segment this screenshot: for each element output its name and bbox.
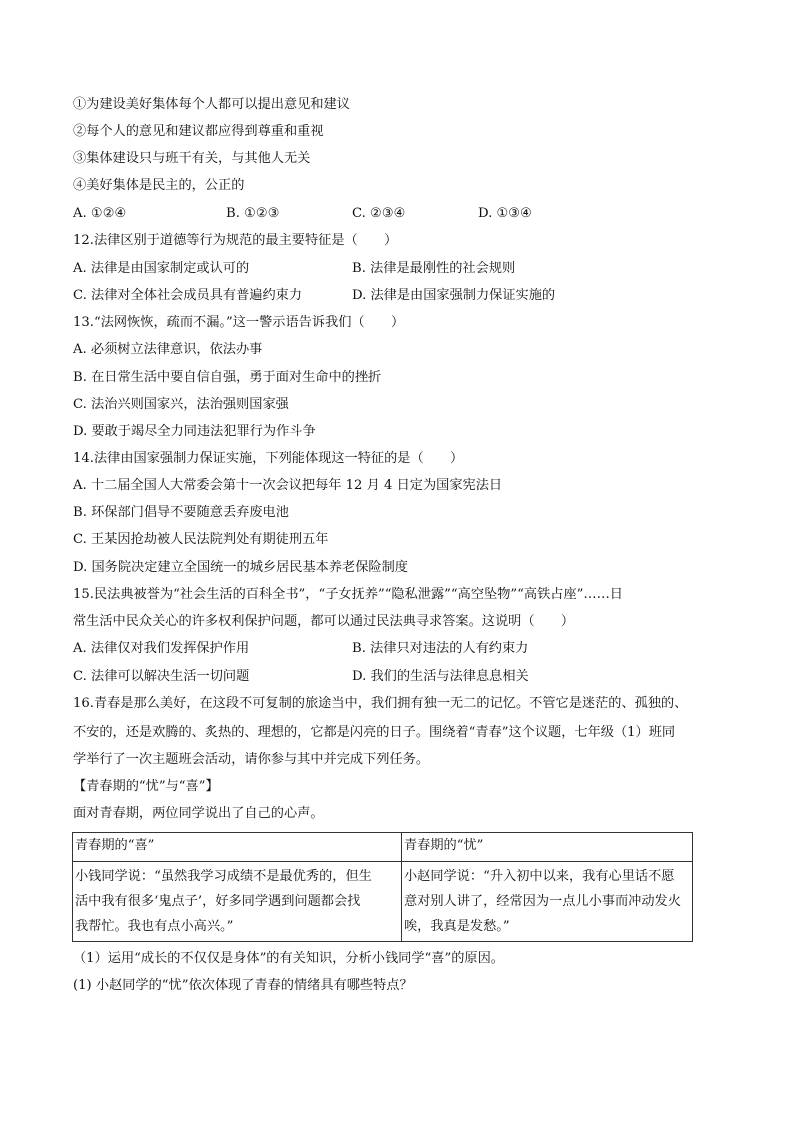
q11-option-c: C. ②③④	[352, 206, 406, 221]
xiaoqian-line-3: 我帮忙。我也有点小高兴。”	[75, 919, 234, 934]
q11-item-4: ④美好集体是民主的，公正的	[73, 178, 245, 193]
q15-stem-line-1: 15.民法典被誉为“社会生活的百科全书”，“子女抚养”“隐私泄露”“高空坠物”“高铁占座”……日	[73, 587, 623, 602]
q12-option-c: C. 法律对全体社会成员具有普遍约束力	[73, 288, 303, 303]
xiaoqian-line-2: 活中我有很多‘鬼点子’，好多同学遇到问题都会找	[75, 894, 361, 909]
q11-item-3: ③集体建设只与班干有关，与其他人无关	[73, 151, 311, 166]
q16-paragraph-line-3: 学举行了一次主题班会活动，请你参与其中并完成下列任务。	[73, 752, 430, 767]
youth-voices-table	[72, 832, 693, 942]
q12-stem: 12.法律区别于道德等行为规范的最主要特征是（ ）	[73, 233, 398, 248]
q14-option-a: A. 十二届全国人大常委会第十一次会议把每年 12 月 4 日定为国家宪法日	[73, 478, 503, 493]
q14-stem: 14.法律由国家强制力保证实施，下列能体现这一特征的是（ ）	[73, 451, 464, 466]
q15-stem-line-2: 常生活中民众关心的许多权利保护问题，都可以通过民法典寻求答案。这说明（ ）	[73, 614, 575, 629]
q16-paragraph-line-2: 不安的，还是欢腾的、炙热的、理想的，它都是闪亮的日子。围绕着“青春”这个议题，七年级（1）班同	[73, 725, 676, 740]
q12-option-d: D. 法律是由国家强制力保证实施的	[352, 288, 556, 303]
q14-option-c: C. 王某因抢劫被人民法院判处有期徒刑五年	[73, 532, 329, 547]
q13-option-a: A. 必须树立法律意识，依法办事	[73, 342, 263, 357]
q15-option-d: D. 我们的生活与法律息息相关	[352, 669, 529, 684]
q11-option-d: D. ①③④	[478, 206, 532, 221]
table-header-row	[73, 833, 693, 862]
xiaozhao-line-1: 小赵同学说：“升入初中以来，我有心里话不愿	[404, 869, 675, 884]
q16-paragraph-line-1: 16.青春是那么美好，在这段不可复制的旅途当中，我们拥有独一无二的记忆。不管它是迷茫的、孤独的、	[73, 696, 688, 711]
q16-sub-question-1: （1）运用“成长的不仅仅是身体”的有关知识，分析小钱同学“喜”的原因。	[73, 951, 504, 966]
q12-option-b: B. 法律是最刚性的社会规则	[352, 261, 516, 276]
q13-option-b: B. 在日常生活中要自信自强，勇于面对生命中的挫折	[73, 370, 382, 385]
q13-stem: 13.“法网恢恢，疏而不漏。”这一警示语告诉我们（ ）	[73, 315, 405, 330]
table-header-joy: 青春期的“喜”	[73, 833, 402, 862]
xiaozhao-line-2: 意对别人讲了，经常因为一点儿小事而冲动发火	[404, 894, 681, 909]
table-row	[73, 862, 693, 942]
q16-sub-question-2: (1) 小赵同学的“忧”依次体现了青春的情绪具有哪些特点？	[73, 978, 413, 993]
q11-option-b: B. ①②③	[226, 206, 280, 221]
q14-option-d: D. 国务院决定建立全国统一的城乡居民基本养老保险制度	[73, 560, 408, 575]
q15-option-a: A. 法律仅对我们发挥保护作用	[73, 641, 250, 656]
q15-option-b: B. 法律只对违法的人有约束力	[352, 641, 529, 656]
table-cell-xiaozhao	[402, 862, 693, 942]
q11-option-a: A. ①②④	[73, 206, 127, 221]
table-cell-xiaoqian	[73, 862, 402, 942]
q13-option-d: D. 要敢于竭尽全力同违法犯罪行为作斗争	[73, 424, 316, 439]
xiaoqian-line-1: 小钱同学说：“虽然我学习成绩不是最优秀的，但生	[75, 869, 372, 884]
q16-intro: 面对青春期，两位同学说出了自己的心声。	[73, 806, 324, 821]
q13-option-c: C. 法治兴则国家兴，法治强则国家强	[73, 397, 289, 412]
q11-item-1: ①为建设美好集体每个人都可以提出意见和建议	[73, 97, 350, 112]
q11-item-2: ②每个人的意见和建议都应得到尊重和重视	[73, 124, 324, 139]
table-header-worry: 青春期的“忧”	[402, 833, 693, 862]
q15-option-c: C. 法律可以解决生活一切问题	[73, 669, 250, 684]
q16-section-title: 【青春期的“忧”与“喜”】	[73, 779, 219, 794]
q12-option-a: A. 法律是由国家制定或认可的	[73, 261, 250, 276]
q14-option-b: B. 环保部门倡导不要随意丢弃废电池	[73, 505, 289, 520]
xiaozhao-line-3: 唉，我真是发愁。”	[404, 919, 510, 934]
